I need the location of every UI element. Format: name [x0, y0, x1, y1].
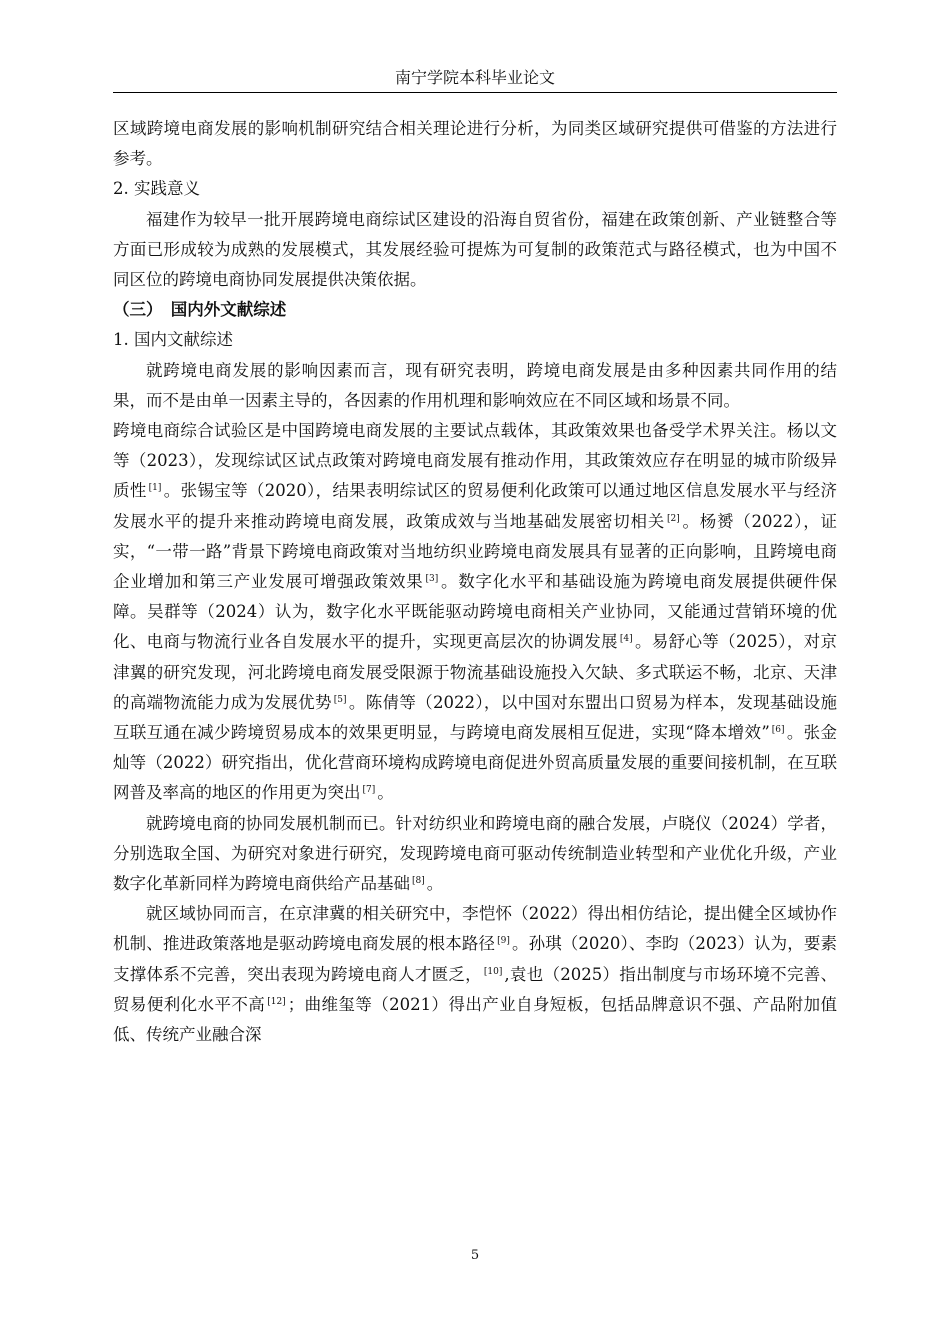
header-divider [113, 92, 837, 93]
text-segment: 。数字化水平和基础设施为跨境电商发展提供硬件保障。吴群等（2024）认为，数字化水平既能驱动跨境电商相关产业协同，又能通过营销环境的优化、电商与物流行业各自发展水平的提升，实现更高层次的协调发展 [113, 572, 837, 652]
citation-ref-8: [8] [412, 876, 425, 887]
citation-ref-10: [10] [483, 966, 503, 977]
citation-ref-6: [6] [771, 725, 785, 736]
text-segment: 。易舒心等（2025），对京津翼的研究发现，河北跨境电商发展受限源于物流基础设施投入欠缺、多式联运不畅，北京、天津的高端物流能力成为发展优势 [113, 632, 838, 712]
text-segment: 。 [426, 874, 444, 894]
text-segment: 。张锡宝等（2020），结果表明综试区的贸易便利化政策可以通过地区信息发展水平与经济发展水平的提升来推动跨境电商发展，政策成效与当地基础发展密切相关 [113, 481, 838, 531]
text-segment: 。张金灿等（2022）研究指出，优化营商环境构成跨境电商促进外贸高质量发展的重要间接机制，在互联网普及率高的地区的作用更为突出 [113, 723, 838, 803]
page-header: 南宁学院本科毕业论文 [394, 68, 555, 87]
citation-ref-3: [3] [425, 574, 439, 585]
text-segment: 。陈倩等（2022），以中国对东盟出口贸易为样本，发现基础设施互联互通在减少跨境贸易成本的效果更明显，与跨境电商发展相互促进，实现“降本增效” [113, 692, 837, 743]
paragraph-intro-continuation: 区域跨境电商发展的影响机制研究结合相关理论进行分析，为同类区域研究提供可借鉴的方法进行参考。 [113, 119, 837, 169]
text-segment: 跨境电商综合试验区是中国跨境电商发展的主要试点载体，其政策效果也备受学术界关注。杨以文等（2023），发现综试区试点政策对跨境电商发展有推动作用，其政策效应存在明显的城市阶级异质性 [113, 421, 837, 501]
heading-practical-significance: 2. 实践意义 [113, 179, 200, 199]
text-segment: ；曲维玺等（2021）得出产业自身短板，包括品牌意识不强、产品附加值低、传统产业融合深 [113, 994, 837, 1045]
page-number: 5 [470, 1248, 480, 1263]
paragraph-practical-significance: 福建作为较早一批开展跨境电商综试区建设的沿海自贸省份，福建在政策创新、产业链整合等方面已形成较为成熟的发展模式，其发展经验可提炼为可复制的政策范式与路径模式，也为中国不同区位的跨境电商协同发展提供决策依据。 [113, 209, 837, 290]
citation-ref-2: [2] [667, 513, 680, 524]
paragraph-influencing-factors: 就跨境电商发展的影响因素而言，现有研究表明，跨境电商发展是由多种因素共同作用的结果，而不是由单一因素主导的，各因素的作用机理和影响效应在不同区域和场景不同。 [113, 360, 837, 410]
text-segment: 。孙琪（2020）、李昀（2023）认为，要素支撑体系不完善，突出表现为跨境电商人才匮乏， [113, 934, 838, 984]
citation-ref-5: [5] [333, 694, 347, 705]
citation-ref-12: [12] [267, 996, 286, 1007]
citation-ref-7: [7] [362, 785, 376, 796]
citation-ref-1: [1] [148, 483, 162, 494]
paragraph-coordination-mechanism [113, 809, 837, 900]
paragraph-pilot-zone-research [113, 416, 837, 809]
text-segment: 。杨赟（2022），证实，“一带一路”背景下跨境电商政策对当地纺织业跨境电商发展具有显著的正向影响，且跨境电商企业增加和第三产业发展可增强政策效果 [113, 511, 837, 592]
page-body [113, 114, 837, 1050]
text-segment: 。 [377, 783, 394, 803]
text-segment: 就区域协同而言，在京津冀的相关研究中，李恺怀（2022）得出相仿结论，提出健全区域协作机制、推进政策落地是驱动跨境电商发展的根本路径 [113, 904, 837, 954]
section-heading-literature-review: （三） 国内外文献综述 [113, 300, 287, 320]
citation-ref-4: [4] [619, 634, 633, 645]
text-segment: ,袁也（2025）指出制度与市场环境不完善、贸易便利化水平不高 [113, 964, 837, 1014]
text-segment: 就跨境电商的协同发展机制而已。针对纺织业和跨境电商的融合发展，卢晓仪（2024）学者，分别选取全国、为研究对象进行研究，发现跨境电商可驱动传统制造业转型和产业优化升级，产业数字化革新同样为跨境电商供给产品基础 [113, 813, 837, 894]
citation-ref-9: [9] [497, 936, 510, 947]
heading-domestic-review: 1. 国内文献综述 [113, 330, 233, 350]
paragraph-regional-coordination [113, 899, 837, 1050]
